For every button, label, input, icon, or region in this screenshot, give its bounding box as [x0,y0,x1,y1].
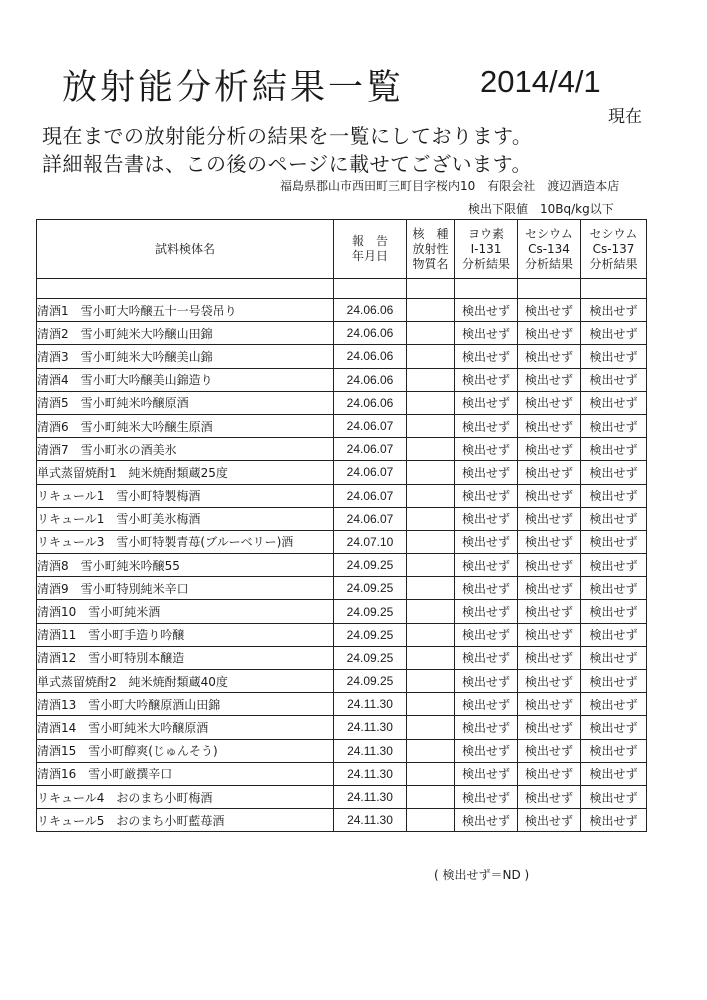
iodine-131-result-cell: 検出せず [455,507,518,530]
report-date-cell: 24.09.25 [334,577,407,600]
blank-cell [518,279,581,299]
cesium-137-result-cell: 検出せず [581,785,647,808]
footnote-nd: ( 検出せず＝ND ) [434,868,530,882]
iodine-131-result-cell: 検出せず [455,600,518,623]
intro-line-2: 詳細報告書は、この後のページに載せてございます。 [42,152,532,176]
cesium-134-result-cell: 検出せず [518,785,581,808]
page-title: 放射能分析結果一覧 [62,68,405,108]
sample-name-cell: 清酒9 雪小町特別純米辛口 [37,577,334,600]
report-date-suffix: 現在 [608,107,642,127]
nuclide-cell [407,785,455,808]
report-date-cell: 24.06.07 [334,484,407,507]
iodine-131-result-cell: 検出せず [455,438,518,461]
header-iodine-131: ヨウ素 I-131 分析結果 [455,220,518,279]
cesium-134-result-cell: 検出せず [518,530,581,553]
sample-name-cell: 清酒3 雪小町純米大吟醸美山錦 [37,345,334,368]
sample-name-cell: リキュール4 おのまち小町梅酒 [37,785,334,808]
sample-name-cell: リキュール5 おのまち小町藍苺酒 [37,809,334,832]
header-sample-name: 試料検体名 [37,220,334,279]
header-cesium-137: セシウム Cs-137 分析結果 [581,220,647,279]
iodine-131-result-cell: 検出せず [455,414,518,437]
nuclide-cell [407,623,455,646]
table-row [37,484,647,507]
sample-name-cell: 清酒11 雪小町手造り吟醸 [37,623,334,646]
iodine-131-result-cell: 検出せず [455,461,518,484]
cesium-137-result-cell: 検出せず [581,577,647,600]
table-row [37,577,647,600]
sample-name-cell: 清酒15 雪小町醇爽(じゅんそう) [37,739,334,762]
cesium-134-result-cell: 検出せず [518,507,581,530]
cesium-134-result-cell: 検出せず [518,345,581,368]
cesium-134-result-cell: 検出せず [518,391,581,414]
sample-name-cell: リキュール1 雪小町特製梅酒 [37,484,334,507]
iodine-131-result-cell: 検出せず [455,693,518,716]
blank-cell [37,279,334,299]
report-date-cell: 24.06.07 [334,438,407,461]
iodine-131-result-cell: 検出せず [455,484,518,507]
cesium-137-result-cell: 検出せず [581,299,647,322]
report-date-cell: 24.06.06 [334,368,407,391]
cesium-137-result-cell: 検出せず [581,322,647,345]
nuclide-cell [407,530,455,553]
table-row [37,345,647,368]
cesium-134-result-cell: 検出せず [518,739,581,762]
cesium-134-result-cell: 検出せず [518,809,581,832]
sample-name-cell: 清酒4 雪小町大吟醸美山錦造り [37,368,334,391]
report-date-cell: 24.06.07 [334,507,407,530]
report-date-cell: 24.09.25 [334,623,407,646]
table-row [37,600,647,623]
cesium-137-result-cell: 検出せず [581,670,647,693]
header-cesium-134: セシウム Cs-134 分析結果 [518,220,581,279]
cesium-137-result-cell: 検出せず [581,623,647,646]
table-row [37,554,647,577]
cesium-137-result-cell: 検出せず [581,345,647,368]
report-date: 2014/4/1 [480,64,601,99]
nuclide-cell [407,391,455,414]
cesium-137-result-cell: 検出せず [581,368,647,391]
table-row [37,299,647,322]
blank-cell [407,279,455,299]
cesium-137-result-cell: 検出せず [581,484,647,507]
table-row [37,391,647,414]
cesium-137-result-cell: 検出せず [581,600,647,623]
cesium-134-result-cell: 検出せず [518,554,581,577]
table-row [37,693,647,716]
sample-name-cell: 清酒10 雪小町純米酒 [37,600,334,623]
iodine-131-result-cell: 検出せず [455,739,518,762]
iodine-131-result-cell: 検出せず [455,345,518,368]
sample-name-cell: 清酒8 雪小町純米吟醸55 [37,554,334,577]
table-row [37,530,647,553]
table-row [37,809,647,832]
report-date-cell: 24.09.25 [334,646,407,669]
report-date-cell: 24.11.30 [334,693,407,716]
iodine-131-result-cell: 検出せず [455,554,518,577]
table-row [37,785,647,808]
cesium-134-result-cell: 検出せず [518,600,581,623]
blank-cell [455,279,518,299]
nuclide-cell [407,600,455,623]
cesium-137-result-cell: 検出せず [581,507,647,530]
nuclide-cell [407,809,455,832]
table-row [37,414,647,437]
cesium-137-result-cell: 検出せず [581,716,647,739]
cesium-137-result-cell: 検出せず [581,646,647,669]
table-row [37,461,647,484]
iodine-131-result-cell: 検出せず [455,670,518,693]
cesium-134-result-cell: 検出せず [518,299,581,322]
nuclide-cell [407,345,455,368]
nuclide-cell [407,762,455,785]
sample-name-cell: 清酒1 雪小町大吟醸五十一号袋吊り [37,299,334,322]
cesium-134-result-cell: 検出せず [518,484,581,507]
nuclide-cell [407,368,455,391]
iodine-131-result-cell: 検出せず [455,299,518,322]
intro-line-1: 現在までの放射能分析の結果を一覧にしております。 [42,124,533,148]
cesium-137-result-cell: 検出せず [581,414,647,437]
table-row [37,438,647,461]
sample-name-cell: 清酒5 雪小町純米吟醸原酒 [37,391,334,414]
iodine-131-result-cell: 検出せず [455,623,518,646]
blank-cell [581,279,647,299]
cesium-134-result-cell: 検出せず [518,438,581,461]
company-address: 福島県郡山市西田町三町目字桜内10 有限会社 渡辺酒造本店 [280,179,620,193]
nuclide-cell [407,554,455,577]
iodine-131-result-cell: 検出せず [455,322,518,345]
table-row [37,739,647,762]
report-date-cell: 24.09.25 [334,554,407,577]
table-row [37,716,647,739]
iodine-131-result-cell: 検出せず [455,785,518,808]
cesium-137-result-cell: 検出せず [581,391,647,414]
nuclide-cell [407,322,455,345]
results-table [36,219,647,832]
iodine-131-result-cell: 検出せず [455,646,518,669]
iodine-131-result-cell: 検出せず [455,762,518,785]
nuclide-cell [407,739,455,762]
cesium-134-result-cell: 検出せず [518,577,581,600]
report-date-cell: 24.06.06 [334,391,407,414]
cesium-137-result-cell: 検出せず [581,438,647,461]
report-date-cell: 24.06.06 [334,322,407,345]
nuclide-cell [407,484,455,507]
sample-name-cell: リキュール3 雪小町特製青苺(ブルーベリー)酒 [37,530,334,553]
iodine-131-result-cell: 検出せず [455,577,518,600]
cesium-137-result-cell: 検出せず [581,554,647,577]
sample-name-cell: 清酒14 雪小町純米大吟醸原酒 [37,716,334,739]
cesium-134-result-cell: 検出せず [518,623,581,646]
nuclide-cell [407,414,455,437]
sample-name-cell: 清酒2 雪小町純米大吟醸山田錦 [37,322,334,345]
cesium-137-result-cell: 検出せず [581,809,647,832]
report-date-cell: 24.09.25 [334,670,407,693]
nuclide-cell [407,299,455,322]
cesium-137-result-cell: 検出せず [581,739,647,762]
report-date-cell: 24.11.30 [334,809,407,832]
iodine-131-result-cell: 検出せず [455,809,518,832]
report-date-cell: 24.11.30 [334,785,407,808]
table-row [37,762,647,785]
sample-name-cell: 清酒7 雪小町氷の酒美氷 [37,438,334,461]
table-row [37,322,647,345]
iodine-131-result-cell: 検出せず [455,716,518,739]
blank-row [37,279,647,299]
blank-cell [334,279,407,299]
sample-name-cell: 単式蒸留焼酎2 純米焼酎類蔵40度 [37,670,334,693]
nuclide-cell [407,670,455,693]
report-date-cell: 24.11.30 [334,739,407,762]
cesium-134-result-cell: 検出せず [518,670,581,693]
header-report-date: 報 告 年月日 [334,220,407,279]
nuclide-cell [407,438,455,461]
cesium-134-result-cell: 検出せず [518,762,581,785]
nuclide-cell [407,646,455,669]
nuclide-cell [407,577,455,600]
cesium-137-result-cell: 検出せず [581,530,647,553]
cesium-134-result-cell: 検出せず [518,646,581,669]
cesium-137-result-cell: 検出せず [581,693,647,716]
nuclide-cell [407,461,455,484]
detection-limit: 検出下限値 10Bq/kg以下 [468,202,614,216]
report-date-cell: 24.06.06 [334,299,407,322]
nuclide-cell [407,507,455,530]
sample-name-cell: 清酒12 雪小町特別本醸造 [37,646,334,669]
sample-name-cell: 清酒16 雪小町厳撰辛口 [37,762,334,785]
cesium-137-result-cell: 検出せず [581,762,647,785]
table-row [37,368,647,391]
table-row [37,670,647,693]
sample-name-cell: 清酒13 雪小町大吟醸原酒山田錦 [37,693,334,716]
report-date-cell: 24.09.25 [334,600,407,623]
table-row [37,507,647,530]
report-date-cell: 24.06.07 [334,461,407,484]
cesium-134-result-cell: 検出せず [518,322,581,345]
report-date-cell: 24.11.30 [334,762,407,785]
cesium-134-result-cell: 検出せず [518,693,581,716]
iodine-131-result-cell: 検出せず [455,391,518,414]
cesium-137-result-cell: 検出せず [581,461,647,484]
table-header-row [37,220,647,279]
report-date-cell: 24.07.10 [334,530,407,553]
cesium-134-result-cell: 検出せず [518,368,581,391]
cesium-134-result-cell: 検出せず [518,414,581,437]
iodine-131-result-cell: 検出せず [455,368,518,391]
sample-name-cell: リキュール1 雪小町美氷梅酒 [37,507,334,530]
cesium-134-result-cell: 検出せず [518,461,581,484]
table-row [37,646,647,669]
report-date-cell: 24.06.06 [334,345,407,368]
table-row [37,623,647,646]
iodine-131-result-cell: 検出せず [455,530,518,553]
nuclide-cell [407,716,455,739]
nuclide-cell [407,693,455,716]
sample-name-cell: 清酒6 雪小町純米大吟醸生原酒 [37,414,334,437]
header-nuclide: 核 種 放射性 物質名 [407,220,455,279]
cesium-134-result-cell: 検出せず [518,716,581,739]
report-date-cell: 24.06.07 [334,414,407,437]
sample-name-cell: 単式蒸留焼酎1 純米焼酎類蔵25度 [37,461,334,484]
report-date-cell: 24.11.30 [334,716,407,739]
